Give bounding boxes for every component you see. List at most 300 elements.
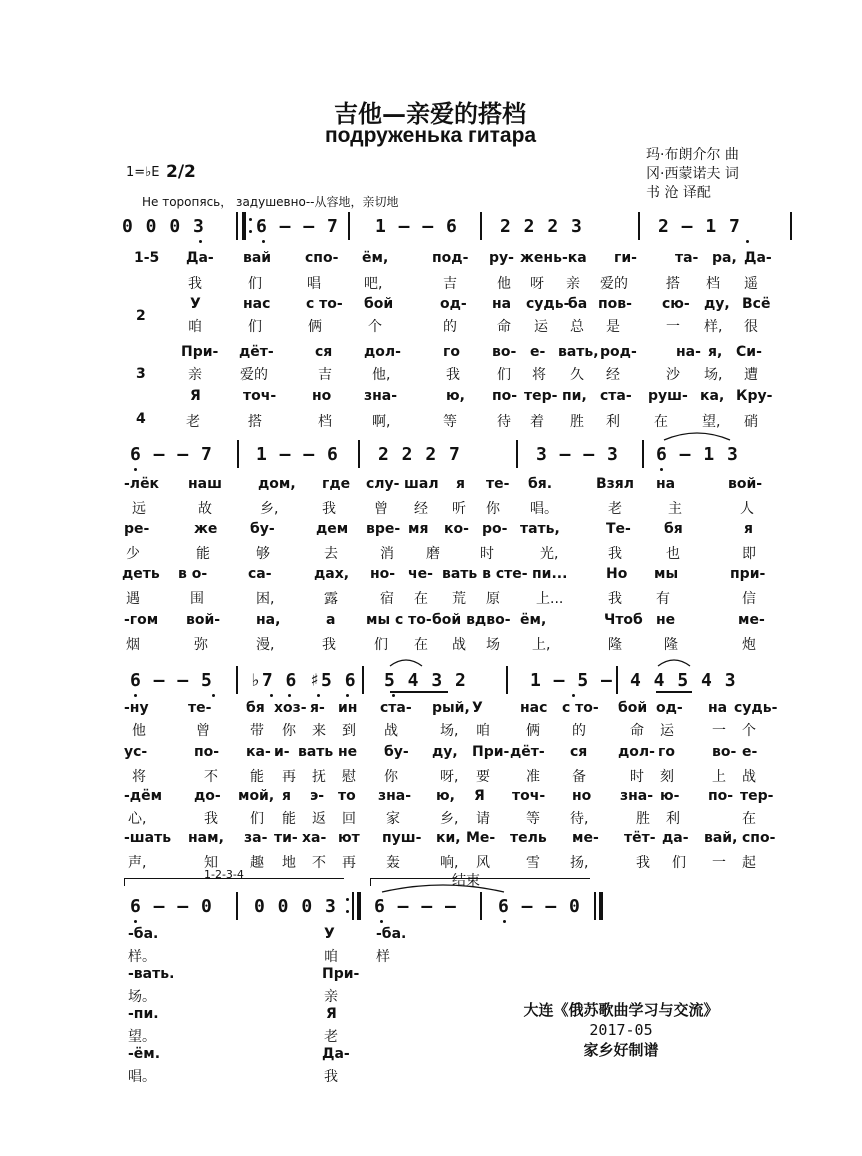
lyric-syllable: 一 <box>712 723 726 739</box>
verse-label-1-5: 1-5 <box>134 250 160 266</box>
octave-dot <box>134 468 137 471</box>
lyric-syllable: в о- <box>178 566 208 582</box>
footer-source: 大连《俄苏歌曲学习与交流》 <box>523 1001 719 1019</box>
lyric-syllable: 搭 <box>248 414 262 430</box>
lyric-syllable: 时 <box>630 769 644 785</box>
lyric-syllable: 在 <box>414 591 428 607</box>
octave-dot <box>262 240 265 243</box>
barline <box>480 892 482 920</box>
lyric-syllable: 亲 <box>188 367 202 383</box>
lyric-syllable: -ба. <box>376 926 407 942</box>
barline <box>242 212 246 240</box>
lyric-syllable: -шать <box>124 830 172 846</box>
barline <box>506 666 508 694</box>
lyric-syllable: вой- <box>728 476 763 492</box>
lyric-syllable: ста- <box>380 700 412 716</box>
lyric-syllable: -дём <box>124 788 163 804</box>
lyric-syllable: 备 <box>572 769 586 785</box>
tempo-marking: Не торопясь， задушевно--从容地，亲切地 <box>142 195 399 209</box>
lyric-syllable: ус- <box>124 744 148 760</box>
verse-label-4: 4 <box>136 411 146 427</box>
lyric-syllable: э- <box>310 788 325 804</box>
lyric-syllable: 人 <box>740 501 754 517</box>
lyric-syllable: тер- <box>524 388 558 404</box>
lyric-syllable: 场。 <box>128 989 156 1005</box>
lyric-syllable: 硝 <box>744 414 758 430</box>
barline <box>790 212 792 240</box>
lyric-syllable: 弥 <box>194 637 208 653</box>
lyric-syllable: 我 <box>324 1069 338 1085</box>
octave-dot <box>346 910 349 913</box>
lyric-syllable: 胜 <box>636 811 650 827</box>
lyric-syllable: нас <box>520 700 548 716</box>
lyric-syllable: 准 <box>526 769 540 785</box>
lyric-syllable: но <box>312 388 332 404</box>
lyric-syllable: 宿 <box>380 591 394 607</box>
lyric-syllable: е- <box>530 344 546 360</box>
lyric-syllable: дах, <box>314 566 350 582</box>
lyric-syllable: 原 <box>486 591 500 607</box>
barline <box>348 212 350 240</box>
lyric-syllable: бя <box>664 521 683 537</box>
lyric-syllable: вре- <box>366 521 401 537</box>
lyric-syllable: ка- <box>246 744 271 760</box>
verse-label-3: 3 <box>136 366 146 382</box>
barline <box>516 440 518 468</box>
lyric-syllable: шал <box>404 476 439 492</box>
lyric-syllable: мой, <box>238 788 275 804</box>
lyric-syllable: зна- <box>620 788 654 804</box>
lyric-syllable: 遥 <box>744 276 758 292</box>
verse-label-2: 2 <box>136 308 146 324</box>
lyric-syllable: 望, <box>702 414 721 430</box>
lyric-syllable: ю- <box>660 788 680 804</box>
footer <box>486 1000 756 1060</box>
measure-3-3: 5 4 3 2 <box>384 670 467 691</box>
lyric-syllable: 老 <box>186 414 200 430</box>
lyric-syllable: мя <box>408 521 429 537</box>
lyric-syllable: 老 <box>324 1029 338 1045</box>
lyric-syllable: -ём. <box>128 1046 161 1062</box>
lyric-syllable: с то- <box>306 296 343 312</box>
lyric-syllable: 的 <box>572 723 586 739</box>
lyric-syllable: 在 <box>742 811 756 827</box>
octave-dot <box>660 468 663 471</box>
lyric-syllable: ин <box>338 700 358 716</box>
lyric-syllable: на <box>492 296 512 312</box>
lyric-syllable: 返 <box>312 811 326 827</box>
lyric-syllable: 再 <box>282 769 296 785</box>
lyric-syllable: 来 <box>312 723 326 739</box>
lyric-syllable: 我 <box>608 546 622 562</box>
lyric-syllable: 在 <box>414 637 428 653</box>
octave-dot <box>380 920 383 923</box>
lyric-syllable: дёт- <box>239 344 274 360</box>
lyric-syllable: 上 <box>712 769 726 785</box>
lyric-syllable: пов- <box>598 296 632 312</box>
lyric-syllable: е- <box>742 744 758 760</box>
lyric-syllable: вать <box>298 744 334 760</box>
lyric-syllable: 故 <box>198 501 212 517</box>
lyric-syllable: под- <box>432 250 469 266</box>
lyric-syllable: 俩 <box>526 723 540 739</box>
lyric-syllable: 样 <box>376 949 390 965</box>
lyric-syllable: 家 <box>386 811 400 827</box>
lyric-syllable: по- <box>708 788 734 804</box>
lyric-syllable: не <box>338 744 358 760</box>
lyric-syllable: спо- <box>742 830 776 846</box>
lyric-syllable: ро- <box>482 521 508 537</box>
lyric-syllable: 待, <box>570 811 589 827</box>
lyric-syllable: 我 <box>188 276 202 292</box>
lyric-syllable: го <box>658 744 675 760</box>
lyric-syllable: рый, <box>432 700 470 716</box>
lyric-syllable: Я <box>326 1006 337 1022</box>
lyric-syllable: 吉 <box>318 367 332 383</box>
lyric-syllable: ём, <box>362 250 389 266</box>
lyric-syllable: У <box>472 700 483 716</box>
lyric-syllable: 再 <box>342 855 356 871</box>
lyric-syllable: не <box>656 612 676 628</box>
lyric-syllable: где <box>322 476 351 492</box>
lyric-syllable: 战 <box>384 723 398 739</box>
lyric-syllable: 一 <box>666 319 680 335</box>
lyric-syllable: по- <box>194 744 220 760</box>
lyric-syllable: 你 <box>282 723 296 739</box>
lyric-syllable: во- <box>492 344 517 360</box>
lyric-syllable: 经 <box>606 367 620 383</box>
lyric-syllable: 运 <box>660 723 674 739</box>
lyric-syllable: 隆 <box>608 637 622 653</box>
lyric-syllable: 烟 <box>126 637 140 653</box>
lyric-syllable: вай <box>243 250 272 266</box>
lyric-syllable: 慰 <box>342 769 356 785</box>
lyric-syllable: 个 <box>368 319 382 335</box>
lyric-syllable: да- <box>662 830 689 846</box>
lyric-syllable: вать, <box>558 344 599 360</box>
lyric-syllable: те- <box>188 700 212 716</box>
lyric-syllable: точ- <box>512 788 546 804</box>
lyric-syllable: 命 <box>497 319 511 335</box>
lyric-syllable: дол- <box>618 744 655 760</box>
lyric-syllable: 唱。 <box>530 501 558 517</box>
lyric-syllable: бой <box>364 296 394 312</box>
lyric-syllable: 心, <box>128 811 147 827</box>
lyric-syllable: 扬, <box>570 855 589 871</box>
lyric-syllable: 能 <box>282 811 296 827</box>
lyric-syllable: 消 <box>380 546 394 562</box>
slur <box>662 428 732 442</box>
lyric-syllable: 们 <box>672 855 686 871</box>
lyric-syllable: и- <box>274 744 290 760</box>
lyric-syllable: -лёк <box>124 476 160 492</box>
lyric-syllable: 地 <box>282 855 296 871</box>
lyric-syllable: бу- <box>250 521 275 537</box>
lyric-syllable: 亲 <box>324 989 338 1005</box>
barline <box>638 212 640 240</box>
title-russian: подруженька гитара <box>325 124 537 147</box>
lyric-syllable: 围 <box>190 591 204 607</box>
lyric-syllable: вать в сте- <box>442 566 528 582</box>
lyric-syllable: а <box>326 612 336 628</box>
octave-dot <box>249 230 252 233</box>
octave-dot <box>212 694 215 697</box>
lyric-syllable: 搭 <box>666 276 680 292</box>
barline <box>480 212 482 240</box>
barline <box>237 440 239 468</box>
lyric-syllable: я <box>456 476 465 492</box>
credits <box>646 146 739 203</box>
volta-label: 1-2-3-4 <box>204 868 244 881</box>
lyric-syllable: При- <box>181 344 219 360</box>
lyric-syllable: ти- <box>274 830 298 846</box>
lyric-syllable: 运 <box>534 319 548 335</box>
measure-4-1: 6 — — 0 <box>130 896 213 917</box>
lyric-syllable: род- <box>600 344 637 360</box>
lyric-syllable: 沙 <box>666 367 680 383</box>
lyric-syllable: 乡, <box>260 501 279 517</box>
time-signature: 2/2 <box>166 162 196 182</box>
lyric-syllable: бя <box>246 700 265 716</box>
lyric-syllable: ме- <box>572 830 599 846</box>
lyric-syllable: 等 <box>526 811 540 827</box>
lyric-syllable: ра, <box>712 250 737 266</box>
lyric-syllable: 声, <box>128 855 147 871</box>
octave-dot <box>746 240 749 243</box>
lyric-syllable: 露 <box>324 591 338 607</box>
lyric-syllable: 带 <box>250 723 264 739</box>
lyric-syllable: нам, <box>188 830 224 846</box>
measure-3-4: 1 — 5 — <box>530 670 613 691</box>
lyric-syllable: 们 <box>497 367 511 383</box>
credit-lyricist: 冈·西蒙诺夫 词 <box>646 166 739 182</box>
lyric-syllable: 档 <box>318 414 332 430</box>
lyric-syllable: 爱的 <box>600 276 628 292</box>
lyric-syllable: 趣 <box>250 855 264 871</box>
lyric-syllable: 啊, <box>372 414 391 430</box>
slur <box>380 880 506 894</box>
lyric-syllable: ду, <box>704 296 730 312</box>
octave-dot <box>572 694 575 697</box>
lyric-syllable: 我 <box>322 501 336 517</box>
lyric-syllable: хоз- <box>274 700 307 716</box>
octave-dot <box>134 920 137 923</box>
lyric-syllable: я- <box>310 700 325 716</box>
lyric-syllable: ко- <box>444 521 469 537</box>
credit-translator: 书 沧 译配 <box>646 185 711 201</box>
lyric-syllable: Кру- <box>736 388 773 404</box>
lyric-syllable: 咱 <box>476 723 490 739</box>
lyric-syllable: 望。 <box>128 1029 156 1045</box>
lyric-syllable: 一 <box>712 855 726 871</box>
lyric-syllable: Си- <box>736 344 762 360</box>
lyric-syllable: 风 <box>476 855 490 871</box>
lyric-syllable: с то- <box>562 700 599 716</box>
lyric-syllable: тель <box>510 830 547 846</box>
lyric-syllable: на <box>708 700 728 716</box>
lyric-syllable: бой вдво- <box>432 612 511 628</box>
lyric-syllable: 是 <box>606 319 620 335</box>
lyric-syllable: 呀, <box>440 769 459 785</box>
barline <box>616 666 618 694</box>
lyric-syllable: Я <box>190 388 201 404</box>
lyric-syllable: 光, <box>540 546 559 562</box>
lyric-syllable: ка, <box>700 388 725 404</box>
lyric-syllable: ру- <box>489 250 514 266</box>
lyric-syllable: я <box>744 521 753 537</box>
lyric-syllable: дёт- <box>510 744 545 760</box>
lyric-syllable: Чтоб <box>604 612 643 628</box>
lyric-syllable: -гом <box>124 612 159 628</box>
lyric-syllable: вой- <box>186 612 221 628</box>
lyric-syllable: го <box>443 344 460 360</box>
lyric-syllable: 场, <box>440 723 459 739</box>
lyric-syllable: 经 <box>414 501 428 517</box>
lyric-syllable: 远 <box>132 501 146 517</box>
lyric-syllable: 们 <box>250 811 264 827</box>
lyric-syllable: пуш- <box>382 830 422 846</box>
lyric-syllable: 漫, <box>256 637 275 653</box>
octave-dot <box>346 898 349 901</box>
lyric-syllable: 老 <box>608 501 622 517</box>
lyric-syllable: че- <box>408 566 433 582</box>
lyric-syllable: пи... <box>532 566 568 582</box>
lyric-syllable: 能 <box>250 769 264 785</box>
octave-dot <box>199 240 202 243</box>
lyric-syllable: ги- <box>614 250 637 266</box>
lyric-syllable: слу- <box>366 476 400 492</box>
lyric-syllable: 在 <box>654 414 668 430</box>
lyric-syllable: 总 <box>570 319 584 335</box>
lyric-syllable: на <box>656 476 676 492</box>
lyric-syllable: я <box>282 788 291 804</box>
lyric-syllable: 即 <box>742 546 756 562</box>
lyric-syllable: 不 <box>312 855 326 871</box>
lyric-syllable: точ- <box>243 388 277 404</box>
lyric-syllable: -вать. <box>128 966 175 982</box>
lyric-syllable: 我 <box>608 591 622 607</box>
lyric-syllable: 将 <box>132 769 146 785</box>
lyric-syllable: 你 <box>486 501 500 517</box>
lyric-syllable: 吧, <box>364 276 383 292</box>
lyric-syllable: 他, <box>372 367 391 383</box>
lyric-syllable: 唱 <box>307 276 321 292</box>
lyric-syllable: 们 <box>374 637 388 653</box>
lyric-syllable: тер- <box>740 788 774 804</box>
lyric-syllable: 胜 <box>570 414 584 430</box>
lyric-syllable: дем <box>316 521 349 537</box>
lyric-syllable: 战 <box>452 637 466 653</box>
lyric-syllable: При- <box>472 744 510 760</box>
lyric-syllable: 命 <box>630 723 644 739</box>
measure-4-2: 0 0 0 3 <box>254 896 337 917</box>
lyric-syllable: ю, <box>436 788 455 804</box>
title-chinese: 吉他—亲爱的搭档 <box>334 99 526 128</box>
measure-1-5: 2 — 1 7 <box>658 216 741 237</box>
lyric-syllable: 遭 <box>744 367 758 383</box>
lyric-syllable: тёт- <box>624 830 656 846</box>
lyric-syllable: -ну <box>124 700 149 716</box>
lyric-syllable: 的 <box>443 319 457 335</box>
lyric-syllable: же <box>194 521 218 537</box>
measure-2-5: 6 — 1 3 <box>656 444 739 465</box>
lyric-syllable: 主 <box>668 501 682 517</box>
lyric-syllable: бой <box>618 700 648 716</box>
lyric-syllable: 响, <box>440 855 459 871</box>
measure-2-2: 1 — — 6 <box>256 444 339 465</box>
lyric-syllable: ют <box>338 830 360 846</box>
footer-maker: 家乡好制谱 <box>583 1041 659 1059</box>
lyric-syllable: на, <box>256 612 281 628</box>
lyric-syllable: 着 <box>530 414 544 430</box>
slur <box>388 656 424 668</box>
key-signature: 1=♭E <box>126 165 160 180</box>
measure-1-3: 1 — — 6 <box>375 216 458 237</box>
lyric-syllable: 样, <box>704 319 723 335</box>
lyric-syllable: ре- <box>124 521 150 537</box>
barline <box>362 666 364 694</box>
lyric-syllable: 有 <box>656 591 670 607</box>
octave-dot <box>270 694 273 697</box>
lyric-syllable: 俩 <box>308 319 322 335</box>
lyric-syllable: ме- <box>738 612 765 628</box>
lyric-syllable: на- <box>676 344 701 360</box>
lyric-syllable: ба <box>568 296 588 312</box>
lyric-syllable: -ба. <box>128 926 159 942</box>
barline <box>358 440 360 468</box>
lyric-syllable: 去 <box>324 546 338 562</box>
lyric-syllable: 乡, <box>440 811 459 827</box>
lyric-syllable: 轰 <box>386 855 400 871</box>
lyric-syllable: 隆 <box>664 637 678 653</box>
lyric-syllable: У <box>190 296 201 312</box>
barline <box>352 892 354 920</box>
lyric-syllable: ся <box>570 744 588 760</box>
lyric-syllable: сю- <box>662 296 690 312</box>
lyric-syllable: 起 <box>742 855 756 871</box>
octave-dot <box>249 218 252 221</box>
lyric-syllable: но <box>572 788 592 804</box>
barline <box>599 892 603 920</box>
lyric-syllable: те- <box>486 476 510 492</box>
lyric-syllable: 唱。 <box>128 1069 156 1085</box>
lyric-syllable: 雪 <box>526 855 540 871</box>
lyric-syllable: 也 <box>666 546 680 562</box>
lyric-syllable: зна- <box>364 388 398 404</box>
lyric-syllable: но- <box>370 566 396 582</box>
lyric-syllable: нас <box>243 296 271 312</box>
lyric-syllable: 困, <box>256 591 275 607</box>
measure-1-4: 2 2 2 3 <box>500 216 583 237</box>
lyric-syllable: 待 <box>497 414 511 430</box>
measure-2-3: 2 2 2 7 <box>378 444 461 465</box>
lyric-syllable: я, <box>708 344 723 360</box>
lyric-syllable: бя. <box>528 476 553 492</box>
measure-1-1: 0 0 0 3 <box>122 216 205 237</box>
lyric-syllable: од- <box>656 700 683 716</box>
lyric-syllable: 很 <box>744 319 758 335</box>
lyric-syllable: за- <box>244 830 268 846</box>
lyric-syllable: мы <box>654 566 679 582</box>
lyric-syllable: деть <box>122 566 160 582</box>
lyric-syllable: 利 <box>666 811 680 827</box>
octave-dot <box>317 694 320 697</box>
lyric-syllable: 不 <box>204 769 218 785</box>
lyric-syllable: 们 <box>248 276 262 292</box>
lyric-syllable: ся <box>315 344 333 360</box>
lyric-syllable: 遇 <box>126 591 140 607</box>
lyric-syllable: 信 <box>742 591 756 607</box>
